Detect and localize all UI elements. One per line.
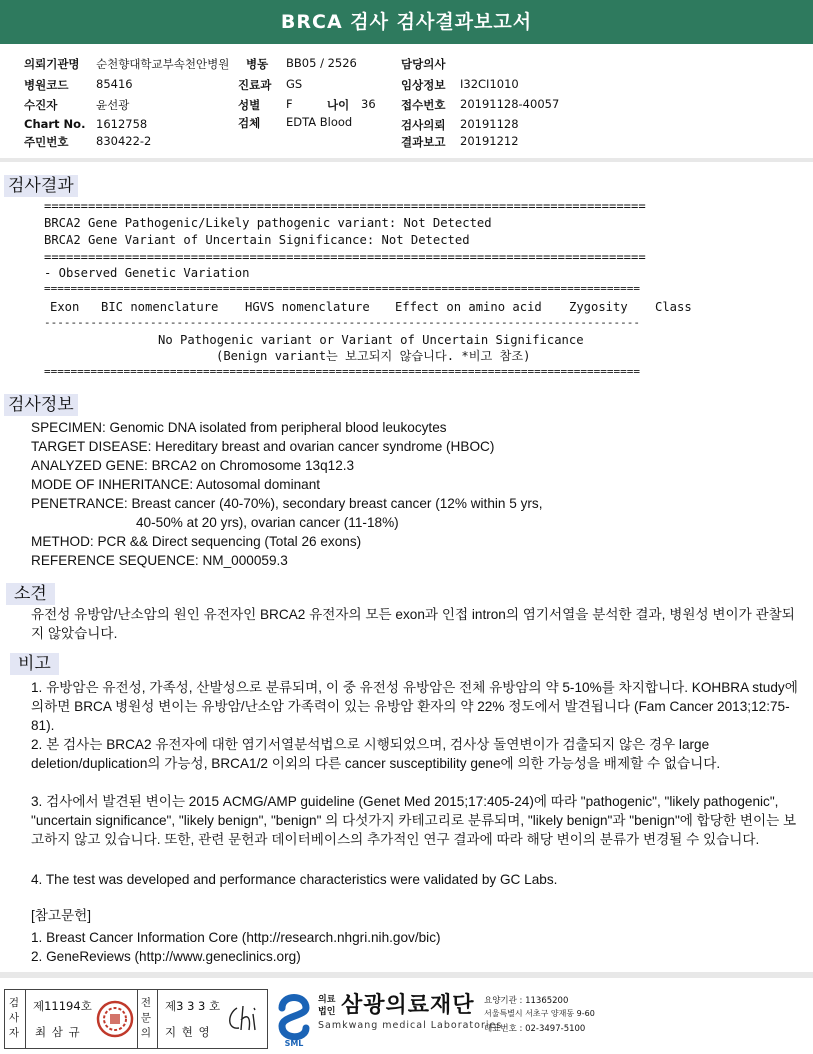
finding-text: 유전성 유방암/난소암의 원인 유전자인 BRCA2 유전자의 모든 exon과 인접 intron의 염기서열을 분석한 결과, 병원성 변이가 관찰되지 않았습니다.: [31, 607, 795, 641]
seal-stamp: [95, 998, 135, 1040]
org-prefix-1: 의료: [318, 995, 336, 1005]
mode-of-inheritance: MODE OF INHERITANCE: Autosomal dominant: [31, 477, 321, 492]
remark-4: 4. The test was developed and performance characteristics were validated by GC Labs.: [31, 872, 558, 887]
age-label: 나이: [327, 98, 350, 112]
remarks-section-title: 비고: [10, 653, 59, 675]
signature-box: [4, 989, 268, 1049]
results-section-title: 검사결과: [4, 175, 78, 197]
specimen-info: SPECIMEN: Genomic DNA isolated from peripheral blood leukocytes: [31, 420, 447, 435]
dept-label: 진료과: [238, 78, 272, 92]
org-name-en: Samkwang medical Laboratories: [318, 1020, 503, 1031]
report-footer: [0, 984, 813, 1054]
clinical-value: I32CI1010: [460, 77, 519, 91]
org-address: 서울특별시 서초구 양재동 9-60: [484, 1009, 595, 1018]
hospital-code-value: 85416: [96, 77, 133, 91]
institution-value: 순천향대학교부속천안병원: [96, 57, 230, 71]
col-hgvs: HGVS nomenclature: [245, 300, 370, 314]
logo-text: SML: [284, 1039, 304, 1048]
divider: [0, 158, 813, 162]
specimen-label: 검체: [238, 116, 261, 130]
info-section-title: 검사정보: [4, 394, 78, 416]
dept-value: GS: [286, 77, 303, 91]
specimen-value: EDTA Blood: [286, 115, 353, 129]
results-rule: ==================================================================================: [44, 250, 646, 264]
pathogenic-result: BRCA2 Gene Pathogenic/Likely pathogenic variant: Not Detected: [44, 216, 492, 230]
clinical-label: 임상정보: [401, 78, 446, 92]
col-effect: Effect on amino acid: [395, 300, 542, 314]
ward-label: 병동: [246, 57, 269, 71]
rrn-value: 830422-2: [96, 134, 152, 148]
analyzed-gene: ANALYZED GENE: BRCA2 on Chromosome 13q12.3: [31, 458, 355, 473]
reference-2: 2. GeneReviews (http://www.geneclinics.org): [31, 949, 301, 964]
finding-section-title: 소견: [6, 583, 55, 605]
specialist-number: 제3 3 3 호: [165, 999, 221, 1013]
org-name: 삼광의료재단: [341, 993, 475, 1018]
observed-variation-heading: - Observed Genetic Variation: [44, 266, 250, 280]
col-bic: BIC nomenclature: [101, 300, 219, 314]
reference-1: 1. Breast Cancer Information Core (http://research.nhgri.nih.gov/bic): [31, 930, 441, 945]
request-label: 검사의뢰: [401, 118, 446, 132]
rrn-label: 주민번호: [24, 135, 69, 149]
chart-label: Chart No.: [24, 117, 86, 131]
age-value: 36: [361, 97, 376, 111]
report-date-label: 결과보고: [401, 135, 446, 149]
patient-value: 윤선광: [96, 98, 130, 112]
variant-table-dash: ------------------------------------------------------------------------------------------: [44, 316, 641, 329]
col-zygosity: Zygosity: [569, 300, 628, 314]
variant-table-rule: ==========================================================================================: [44, 365, 641, 378]
org-code: 요양기관 : 11365200: [484, 996, 569, 1006]
chart-value: 1612758: [96, 117, 148, 131]
specialist-signature: [223, 1000, 263, 1038]
specialist-label: 전문의: [140, 997, 152, 1039]
org-phone: 대표번호 : 02-3497-5100: [484, 1024, 586, 1034]
receipt-label: 접수번호: [401, 98, 446, 112]
col-class: Class: [655, 300, 692, 314]
patient-label: 수진자: [24, 98, 58, 112]
institution-label: 의뢰기관명: [24, 57, 80, 71]
sex-value: F: [286, 97, 293, 111]
remark-2: 2. 본 검사는 BRCA2 유전자에 대한 염기서열분석법으로 시행되었으며, 검사상 돌연변이가 검출되지 않은 경우 large deletion/duplication의 가능성, BRCA1/2 이외의 다른 cancer susceptibility gene에 의한 가능성을 배제할 수 없습니다.: [31, 737, 721, 771]
divider: [0, 972, 813, 978]
org-prefix-2: 법인: [318, 1007, 336, 1017]
sml-logo-icon: [274, 990, 314, 1048]
patient-info: [0, 44, 813, 166]
tester-number: 제11194호: [33, 999, 92, 1013]
references-title: [참고문헌]: [31, 908, 92, 923]
reference-sequence: REFERENCE SEQUENCE: NM_000059.3: [31, 553, 288, 568]
remark-3: 3. 검사에서 발견된 변이는 2015 ACMG/AMP guideline (Genet Med 2015;17:405-24)에 따라 "pathogenic", "likely pathogenic", "uncertain significance", "likely benign", "benign" 의 다섯가지 카테고리로 분류되며, "likely benign"과 "benign"에 합당한 변이는 보고하지 않고 있습니다. 또한, 관련 문헌과 데이터베이스의 추가적인 연구 결과에 따라 해당 변이의 분류가 변경될 수 있습니다.: [31, 794, 797, 847]
receipt-value: 20191128-40057: [460, 97, 560, 111]
benign-note: (Benign variant는 보고되지 않습니다. *비고 참조): [216, 349, 531, 363]
vus-result: BRCA2 Gene Variant of Uncertain Significance: Not Detected: [44, 233, 470, 247]
ward-value: BB05 / 2526: [286, 56, 357, 70]
physician-label: 담당의사: [401, 57, 446, 71]
report-date-value: 20191212: [460, 134, 519, 148]
variant-table-rule: ==========================================================================================: [44, 282, 641, 295]
results-rule: ==================================================================================: [44, 199, 646, 213]
sex-label: 성별: [238, 98, 261, 112]
penetrance-cont: 40-50% at 20 yrs), ovarian cancer (11-18%): [136, 515, 399, 530]
method: METHOD: PCR && Direct sequencing (Total 26 exons): [31, 534, 362, 549]
tester-name: 최 삼 규: [35, 1025, 81, 1039]
hospital-code-label: 병원코드: [24, 78, 69, 92]
request-value: 20191128: [460, 117, 519, 131]
penetrance: PENETRANCE: Breast cancer (40-70%), secondary breast cancer (12% within 5 yrs,: [31, 496, 543, 511]
report-title: BRCA 검사 검사결과보고서: [0, 0, 813, 44]
no-variant-message: No Pathogenic variant or Variant of Uncertain Significance: [158, 333, 584, 347]
tester-label: 검사자: [8, 997, 20, 1039]
target-disease: TARGET DISEASE: Hereditary breast and ovarian cancer syndrome (HBOC): [31, 439, 495, 454]
specialist-name: 지 현 영: [165, 1025, 211, 1039]
col-exon: Exon: [50, 300, 80, 314]
remark-1: 1. 유방암은 유전성, 가족성, 산발성으로 분류되며, 이 중 유전성 유방암은 전체 유방암의 약 5-10%를 차지합니다. KOHBRA study에 의하면 BRCA 병원성 변이는 유방암/난소암 가족력이 있는 유방암 환자의 약 22% 정도에서 발견됩니다 (Fam Cancer 2013;12:75-81).: [31, 680, 798, 733]
